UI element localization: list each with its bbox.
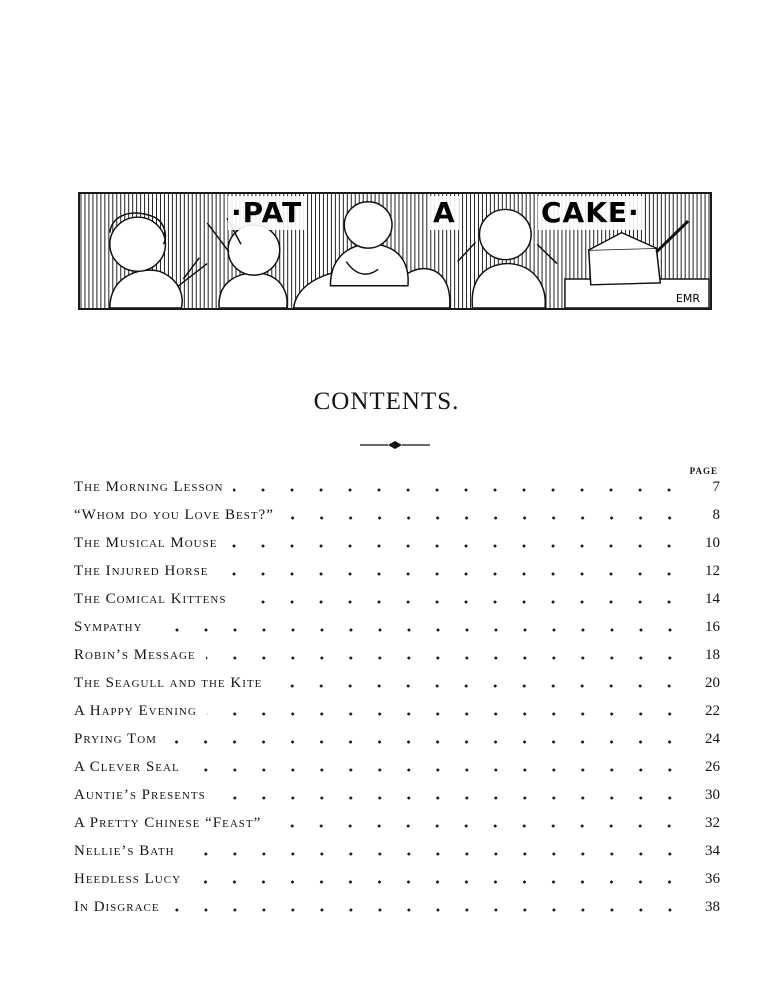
toc-entry-page-number: 38 [705, 899, 720, 915]
dot-leader [185, 852, 684, 856]
dot-leader [272, 684, 684, 688]
dot-leader [216, 796, 684, 800]
toc-entry-page-number: 18 [705, 647, 720, 663]
pat-a-cake-illustration [78, 192, 712, 310]
contents-heading: CONTENTS. [313, 388, 460, 415]
banner-word-a: A [430, 196, 459, 230]
dot-leader [233, 488, 684, 492]
toc-entry-title: Heedless Lucy [74, 871, 182, 887]
banner-word-cake: CAKE· [538, 196, 643, 230]
toc-entry [74, 641, 720, 669]
dot-leader [236, 600, 684, 604]
toc-entry [74, 753, 720, 781]
dot-leader [271, 824, 684, 828]
dot-leader [284, 516, 684, 520]
toc-entry-page-number: 20 [705, 675, 720, 691]
toc-entry-page-number: 22 [705, 703, 720, 719]
toc-entry-page-number: 26 [705, 759, 720, 775]
toc-entry-page-number: 10 [705, 535, 720, 551]
toc-entry [74, 613, 720, 641]
toc-entry-title: A Happy Evening [74, 703, 197, 719]
table-of-contents [74, 473, 720, 921]
dot-leader [170, 908, 684, 912]
dot-leader [227, 544, 684, 548]
toc-entry-page-number: 16 [705, 619, 720, 635]
toc-entry-title: A Pretty Chinese “Feast” [74, 815, 262, 831]
toc-entry-page-number: 12 [705, 563, 720, 579]
toc-entry-title: In Disgrace [74, 899, 160, 915]
toc-entry [74, 557, 720, 585]
banner-word-pat: ·PAT [228, 196, 305, 230]
artist-monogram: EMR [675, 292, 700, 305]
toc-entry-title: A Clever Seal [74, 759, 180, 775]
toc-entry-title: Nellie’s Bath [74, 843, 175, 859]
toc-entry [74, 529, 720, 557]
toc-entry [74, 865, 720, 893]
toc-entry-title: Sympathy [74, 619, 143, 635]
toc-entry [74, 697, 720, 725]
ornament-divider-icon [360, 438, 430, 452]
toc-entry-title: The Morning Lesson [74, 479, 224, 495]
toc-entry [74, 837, 720, 865]
toc-entry-page-number: 32 [705, 815, 720, 831]
toc-entry-title: The Musical Mouse [74, 535, 218, 551]
toc-entry-title: The Injured Horse [74, 563, 209, 579]
toc-entry-title: The Comical Kittens [74, 591, 227, 607]
dot-leader [153, 628, 684, 632]
toc-entry-page-number: 14 [705, 591, 720, 607]
toc-entry [74, 893, 720, 921]
toc-entry-page-number: 30 [705, 787, 720, 803]
toc-entry-page-number: 7 [712, 479, 720, 495]
toc-entry [74, 473, 720, 501]
toc-entry-title: “Whom do you Love Best?” [74, 507, 274, 523]
toc-entry [74, 585, 720, 613]
toc-entry-page-number: 34 [705, 843, 720, 859]
dot-leader [191, 880, 684, 884]
toc-entry [74, 809, 720, 837]
toc-entry-title: The Seagull and the Kite [74, 675, 263, 691]
dot-leader [167, 740, 684, 744]
dot-leader [207, 712, 684, 716]
dot-leader [190, 768, 684, 772]
toc-entry-title: Prying Tom [74, 731, 157, 747]
toc-entry [74, 725, 720, 753]
toc-entry [74, 669, 720, 697]
dot-leader [218, 572, 684, 576]
toc-entry-title: Robin’s Message [74, 647, 196, 663]
toc-entry-page-number: 36 [705, 871, 720, 887]
toc-entry-page-number: 8 [712, 507, 720, 523]
page-column-label: PAGE [689, 466, 718, 476]
toc-entry-title: Auntie’s Presents [74, 787, 206, 803]
toc-entry [74, 501, 720, 529]
toc-entry [74, 781, 720, 809]
toc-entry-page-number: 24 [705, 731, 720, 747]
dot-leader [206, 656, 684, 660]
